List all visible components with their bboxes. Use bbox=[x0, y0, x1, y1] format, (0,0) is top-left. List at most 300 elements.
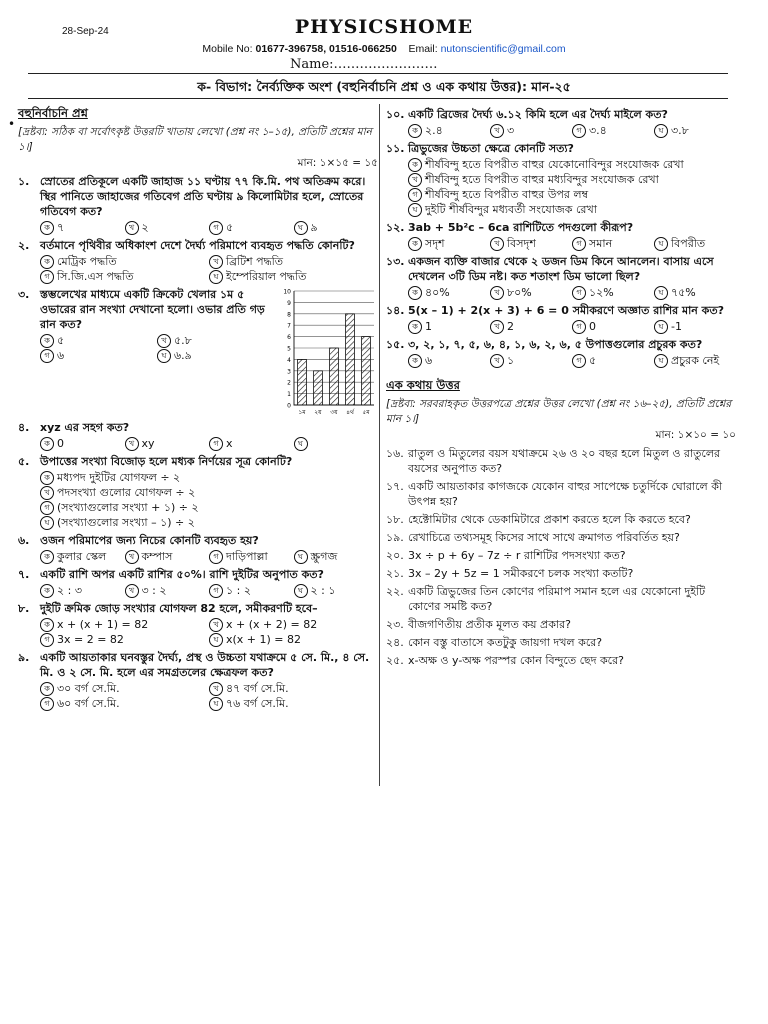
mcq-question bbox=[18, 174, 378, 219]
option-4[interactable] bbox=[209, 269, 378, 284]
section-title: ক- বিভাগ: নৈর্ব্যক্তিক অংশ (বহুনির্বাচনি প্রশ্ন ও এক কথায় উত্তর): মান-২৫ bbox=[197, 79, 571, 94]
option-4[interactable] bbox=[294, 436, 379, 451]
x-tick-label: ২য় bbox=[314, 409, 322, 416]
question-number: ২১. bbox=[386, 567, 404, 580]
option-2[interactable] bbox=[125, 549, 210, 564]
option-1[interactable] bbox=[408, 157, 736, 172]
option-label: খ bbox=[125, 550, 139, 564]
question-text: ওজন পরিমাপের জন্য নিচের কোনটি ব্যবহৃত হয়? bbox=[40, 534, 259, 547]
option-text: ৮০% bbox=[507, 286, 532, 299]
bar-over-2 bbox=[314, 371, 323, 405]
option-label: ঘ bbox=[654, 286, 668, 300]
y-tick-label: 10 bbox=[283, 288, 291, 296]
options-list bbox=[386, 285, 736, 300]
option-1[interactable] bbox=[40, 436, 125, 451]
option-2[interactable] bbox=[157, 333, 274, 348]
option-label: ক bbox=[40, 471, 54, 485]
option-text: মধ্যপদ দুইটির যোগফল ÷ ২ bbox=[57, 471, 181, 484]
option-label: ক bbox=[40, 334, 54, 348]
option-text: ১২% bbox=[589, 286, 614, 299]
short-question bbox=[386, 653, 736, 668]
option-text: xy bbox=[141, 437, 155, 450]
mcq-question bbox=[18, 454, 378, 469]
short-question bbox=[386, 584, 736, 614]
option-text: কুলার স্কেল bbox=[57, 550, 107, 563]
mcq-note-text: [দ্রষ্টব্য: সঠিক বা সর্বোৎকৃষ্ট উত্তরটি খাতায় লেখো (প্রশ্ন নং ১–১৫), প্রতিটি প্রশ্নের মান ১।] bbox=[18, 126, 372, 153]
option-3[interactable] bbox=[572, 353, 654, 368]
y-tick-label: 9 bbox=[287, 299, 291, 307]
y-tick-label: 1 bbox=[287, 391, 291, 399]
option-1[interactable] bbox=[40, 220, 125, 235]
option-text: ৬ bbox=[57, 349, 65, 362]
option-4[interactable] bbox=[294, 583, 379, 598]
option-label: ঘ bbox=[157, 349, 171, 363]
option-text: x + (x + 2) = 82 bbox=[226, 618, 318, 631]
option-text: ৬ bbox=[425, 354, 433, 367]
option-text: বিপরীত bbox=[671, 237, 706, 250]
option-text: ২ bbox=[141, 221, 149, 234]
options-list bbox=[386, 157, 736, 217]
question-number: ১৬. bbox=[386, 447, 404, 460]
header-rule-bottom bbox=[28, 98, 728, 99]
header-contact bbox=[0, 43, 768, 55]
option-text: শীর্ষবিন্দু হতে বিপরীত বাহুর যেকোনোবিন্দুর সংযোজক রেখা bbox=[425, 158, 684, 171]
mcq-question bbox=[18, 287, 378, 417]
short-question bbox=[386, 479, 736, 509]
question-text: কোন বস্তু বাতাসে কতটুকু জায়গা দখল করে? bbox=[408, 636, 603, 649]
option-label: খ bbox=[490, 286, 504, 300]
bar-over-3 bbox=[330, 348, 339, 405]
option-text: ৫ bbox=[226, 221, 234, 234]
y-tick-label: 0 bbox=[287, 402, 291, 410]
option-2[interactable] bbox=[490, 236, 572, 251]
options-list bbox=[18, 617, 378, 647]
mcq-question bbox=[386, 337, 736, 352]
short-question bbox=[386, 446, 736, 476]
option-2[interactable] bbox=[209, 254, 378, 269]
question-text: 3ab + 5b²c – 6ca রাশিটিতে পদগুলো কীরূপ? bbox=[408, 221, 634, 234]
option-3[interactable] bbox=[209, 583, 294, 598]
option-label: ঘ bbox=[209, 633, 223, 647]
question-text: বর্তমানে পৃথিবীর অধিকাংশ দেশে দৈর্ঘ্য পরিমাপে ব্যবহৃত পদ্ধতি কোনটি? bbox=[40, 239, 355, 252]
option-text: ৩ : ২ bbox=[141, 584, 167, 597]
option-label: গ bbox=[408, 188, 422, 202]
option-2[interactable] bbox=[209, 617, 378, 632]
option-3[interactable] bbox=[40, 632, 209, 647]
question-number: ২২. bbox=[386, 585, 404, 598]
y-tick-label: 6 bbox=[287, 334, 291, 342]
mcq-question bbox=[386, 141, 736, 156]
options-list bbox=[386, 319, 736, 334]
question-number: ১৮. bbox=[386, 513, 404, 526]
question-text: ৩, ২, ১, ৭, ৫, ৬, ৪, ১, ৬, ২, ৬, ৫ উপাত্তগুলোর প্রচুরক কত? bbox=[408, 338, 703, 351]
option-4[interactable] bbox=[408, 202, 736, 217]
option-2[interactable] bbox=[125, 436, 210, 451]
option-3[interactable] bbox=[572, 236, 654, 251]
question-number: ১৩. bbox=[386, 255, 405, 268]
option-text: ৩০ বর্গ সে.মি. bbox=[57, 682, 120, 695]
option-label: ঘ bbox=[654, 320, 668, 334]
option-1[interactable] bbox=[408, 285, 490, 300]
option-text: সদৃশ bbox=[425, 237, 445, 250]
question-text: স্রোতের প্রতিকূলে একটি জাহাজ ১১ ঘণ্টায় ৭৭ কি.মি. পথ অতিক্রম করে। স্থির পানিতে জাহাজের গতিবেগ প্রতি ঘণ্টায় ৯ কিলোমিটার হলে, স্রোতের গতিবেগ কত? bbox=[40, 175, 366, 218]
option-text: 1 bbox=[425, 320, 432, 333]
option-text: দুইটি শীর্ষবিন্দুর মধ্যবর্তী সংযোজক রেখা bbox=[425, 203, 597, 216]
option-text: দাড়িপাল্লা bbox=[226, 550, 268, 563]
bar-over-5 bbox=[362, 337, 371, 405]
short-question bbox=[386, 530, 736, 545]
x-tick-label: ১ম bbox=[298, 409, 306, 416]
right-column bbox=[386, 104, 736, 668]
option-4[interactable] bbox=[157, 348, 274, 363]
option-label: ক bbox=[408, 286, 422, 300]
mcq-marks: মান: ১×১৫ = ১৫ bbox=[297, 157, 378, 169]
option-label: খ bbox=[157, 334, 171, 348]
options-list bbox=[18, 549, 378, 564]
option-label: খ bbox=[490, 124, 504, 138]
option-2[interactable] bbox=[408, 172, 736, 187]
option-3[interactable] bbox=[209, 549, 294, 564]
option-label: খ bbox=[125, 221, 139, 235]
option-label: ঘ bbox=[654, 124, 668, 138]
option-text: ৩.৮ bbox=[671, 124, 689, 137]
option-1[interactable] bbox=[40, 333, 157, 348]
question-number: ১০. bbox=[386, 108, 405, 121]
question-text: হেক্টোমিটার থেকে ডেকামিটারে প্রকাশ করতে হলে কি করতে হবে? bbox=[408, 513, 691, 526]
option-label: ঘ bbox=[40, 516, 54, 530]
option-text: ২ : ১ bbox=[310, 584, 336, 597]
option-3[interactable] bbox=[408, 187, 736, 202]
option-2[interactable] bbox=[490, 285, 572, 300]
option-text: ব্রিটিশ পদ্ধতি bbox=[226, 255, 284, 268]
option-label: গ bbox=[40, 633, 54, 647]
question-number: ৯. bbox=[18, 651, 30, 664]
option-label: গ bbox=[209, 550, 223, 564]
option-4[interactable] bbox=[654, 353, 736, 368]
bar-over-1 bbox=[298, 359, 307, 405]
option-label: ক bbox=[408, 237, 422, 251]
option-text: শীর্ষবিন্দু হতে বিপরীত বাহুর উপর লম্ব bbox=[425, 188, 589, 201]
mcq-question bbox=[18, 533, 378, 548]
question-text: xyz এর সহগ কত? bbox=[40, 421, 130, 434]
option-label: ক bbox=[40, 550, 54, 564]
question-text: একটি ব্রিজের দৈর্ঘ্য ৬.১২ কিমি হলে এর দৈর্ঘ্য মাইলে কত? bbox=[408, 108, 668, 121]
question-number: ২৪. bbox=[386, 636, 404, 649]
short-question bbox=[386, 635, 736, 650]
option-3[interactable] bbox=[40, 348, 157, 363]
mcq-question bbox=[18, 567, 378, 582]
option-label: খ bbox=[40, 486, 54, 500]
bullet-mark: • bbox=[8, 117, 16, 131]
option-label: গ bbox=[209, 437, 223, 451]
question-number: ৪. bbox=[18, 421, 30, 434]
option-1[interactable] bbox=[40, 470, 378, 485]
option-label: গ bbox=[572, 286, 586, 300]
option-1[interactable] bbox=[40, 681, 209, 696]
bar-over-4 bbox=[346, 314, 355, 405]
option-4[interactable] bbox=[209, 696, 378, 711]
option-text: 0 bbox=[57, 437, 64, 450]
option-label: ক bbox=[408, 320, 422, 334]
question-number: ২৫. bbox=[386, 654, 404, 667]
option-4[interactable] bbox=[294, 549, 379, 564]
option-label: ক bbox=[40, 618, 54, 632]
option-2[interactable] bbox=[40, 485, 378, 500]
short-question bbox=[386, 512, 736, 527]
question-number: ১৫. bbox=[386, 338, 405, 351]
option-text: 2 bbox=[507, 320, 514, 333]
option-label: ক bbox=[40, 682, 54, 696]
mcq-note bbox=[18, 125, 378, 155]
short-note bbox=[386, 397, 736, 427]
mcq-question bbox=[386, 107, 736, 122]
option-label: খ bbox=[209, 618, 223, 632]
option-3[interactable] bbox=[209, 436, 294, 451]
question-text: x-অক্ষ ও y-অক্ষ পরস্পর কোন বিন্দুতে ছেদ করে? bbox=[408, 654, 624, 667]
question-number: ১২. bbox=[386, 221, 405, 234]
name-line: Name:…………………… bbox=[290, 57, 438, 72]
option-text: x + (x + 1) = 82 bbox=[57, 618, 149, 631]
option-label: ক bbox=[40, 255, 54, 269]
option-4[interactable] bbox=[294, 220, 379, 235]
question-text: 3x ÷ p + 6y – 7z ÷ r রাশিটির পদসংখ্যা কত? bbox=[408, 549, 626, 562]
x-tick-label: ৫ম bbox=[362, 409, 370, 416]
option-text: ৫ bbox=[589, 354, 597, 367]
options-list bbox=[18, 254, 378, 284]
y-tick-label: 2 bbox=[287, 379, 291, 387]
option-label: ক bbox=[40, 437, 54, 451]
option-label: ঘ bbox=[209, 697, 223, 711]
option-text: সমান bbox=[589, 237, 613, 250]
question-number: ৬. bbox=[18, 534, 30, 547]
option-3[interactable] bbox=[40, 500, 378, 515]
question-number: ২০. bbox=[386, 549, 404, 562]
options-list bbox=[18, 470, 378, 530]
question-text: উপাত্তের সংখ্যা বিজোড় হলে মধ্যক নির্ণয়ের সূত্র কোনটি? bbox=[40, 455, 293, 468]
question-text: একটি আয়তাকার কাগজকে যেকোন বাহুর সাপেক্ষে চতুর্দিকে ঘোরালে কী উৎপন্ন হয়? bbox=[408, 480, 723, 508]
option-4[interactable] bbox=[654, 236, 736, 251]
mcq-heading: বহুনির্বাচনি প্রশ্ন bbox=[18, 106, 88, 120]
option-4[interactable] bbox=[209, 632, 378, 647]
option-label: গ bbox=[40, 697, 54, 711]
options-list bbox=[18, 583, 378, 598]
option-text: মেট্রিক পদ্ধতি bbox=[57, 255, 117, 268]
option-text: 0 bbox=[589, 320, 596, 333]
chart-container bbox=[278, 287, 378, 417]
option-text: ১ : ২ bbox=[226, 584, 251, 597]
short-question bbox=[386, 617, 736, 632]
option-label: খ bbox=[125, 437, 139, 451]
y-tick-label: 8 bbox=[287, 311, 291, 319]
option-3[interactable] bbox=[209, 220, 294, 235]
option-label: ঘ bbox=[294, 550, 308, 564]
option-label: গ bbox=[209, 584, 223, 598]
option-text: 3x = 2 = 82 bbox=[57, 633, 124, 646]
option-4[interactable] bbox=[654, 285, 736, 300]
question-text: রাতুল ও মিতুলের বয়স যথাক্রমে ২৬ ও ২০ বছর হলে মিতুল ও রাতুলের বয়সের অনুপাত কত? bbox=[408, 447, 721, 475]
option-text: কম্পাস bbox=[141, 550, 173, 563]
short-question bbox=[386, 548, 736, 563]
question-text: বীজগণিতীয় প্রতীক মূলত কয় প্রকার? bbox=[408, 618, 572, 631]
option-text: ৭ bbox=[57, 221, 65, 234]
question-text: রেখাচিত্রে তথ্যসমূহ কিসের সাথে সাথে ক্রমাগত পরিবর্তিত হয়? bbox=[408, 531, 680, 544]
option-label: ঘ bbox=[294, 584, 308, 598]
question-text: দুইটি ক্রমিক জোড় সংখ্যার যোগফল 82 হলে, সমীকরণটি হবে– bbox=[40, 602, 318, 615]
option-label: ক bbox=[408, 354, 422, 368]
option-text: সি.জি.এস পদ্ধতি bbox=[57, 270, 134, 283]
option-label: গ bbox=[40, 349, 54, 363]
option-text: -1 bbox=[671, 320, 682, 333]
mcq-question bbox=[386, 220, 736, 235]
option-3[interactable] bbox=[40, 269, 209, 284]
question-text: স্তম্ভলেখের মাধ্যমে একটি ক্রিকেট খেলার ১ম ৫ ওভারের রান সংখ্যা দেখানো হলো। ওভার প্রতি গড় রান কত? bbox=[40, 288, 265, 331]
option-label: গ bbox=[572, 354, 586, 368]
option-3[interactable] bbox=[40, 696, 209, 711]
mcq-question bbox=[18, 238, 378, 253]
option-label: খ bbox=[490, 237, 504, 251]
header-date: 28-Sep-24 bbox=[62, 26, 109, 37]
options-list bbox=[18, 220, 378, 235]
option-label: ঘ bbox=[654, 237, 668, 251]
option-label: ঘ bbox=[408, 203, 422, 217]
column-divider bbox=[379, 104, 380, 786]
option-2[interactable] bbox=[125, 220, 210, 235]
option-label: গ bbox=[40, 270, 54, 284]
question-number: ২. bbox=[18, 239, 30, 252]
question-text: 5(x – 1) + 2(x + 3) + 6 = 0 সমীকরণে অজ্ঞাত রাশির মান কত? bbox=[408, 304, 725, 317]
mobile-label: Mobile No: bbox=[202, 43, 253, 55]
question-text: একজন ব্যক্তি বাজার থেকে ২ ডজন ডিম কিনে আনলেন। বাসায় এসে দেখলেন ৩টি ডিম নষ্ট। কত শতাংশ ডিম ভালো ছিল? bbox=[408, 255, 714, 283]
option-label: খ bbox=[490, 354, 504, 368]
option-text: ৯ bbox=[310, 221, 318, 234]
option-text: পদসংখ্যা গুলোর যোগফল ÷ ২ bbox=[57, 486, 196, 499]
option-text: (সংখ্যাগুলোর সংখ্যা + ১) ÷ ২ bbox=[57, 501, 199, 514]
option-label: ঘ bbox=[209, 270, 223, 284]
email-address[interactable]: nutonscientific@gmail.com bbox=[440, 43, 566, 55]
question-with-chart bbox=[40, 287, 378, 417]
options-list bbox=[386, 123, 736, 138]
option-1[interactable] bbox=[40, 254, 209, 269]
question-text: একটি রাশি অপর একটি রাশির ৫০%। রাশি দুইটির অনুপাত কত? bbox=[40, 568, 324, 581]
option-label: ক bbox=[408, 124, 422, 138]
option-text: ৩ bbox=[507, 124, 515, 137]
option-text: স্ক্রুগজ bbox=[310, 550, 338, 563]
option-2[interactable] bbox=[490, 319, 572, 334]
question-number: ১. bbox=[18, 175, 30, 188]
option-label: খ bbox=[408, 173, 422, 187]
option-label: খ bbox=[209, 682, 223, 696]
option-1[interactable] bbox=[40, 617, 209, 632]
option-1[interactable] bbox=[408, 353, 490, 368]
question-body bbox=[40, 287, 274, 417]
short-note-text: [দ্রষ্টব্য: সরবরাহকৃত উত্তরপত্রে প্রশ্নের উত্তর লেখো (প্রশ্ন নং ১৬–২৫), প্রতিটি প্রশ্নের মান ১।] bbox=[386, 398, 732, 425]
header-title: PHYSICSHOME bbox=[294, 16, 474, 38]
option-1[interactable] bbox=[40, 583, 125, 598]
option-label: খ bbox=[490, 320, 504, 334]
option-2[interactable] bbox=[490, 353, 572, 368]
question-text: একটি ত্রিভুজের তিন কোণের পরিমাপ সমান হলে এর যেকোনো দুইটি কোণের সমষ্টি কত? bbox=[408, 585, 706, 613]
header-rule-top bbox=[28, 73, 728, 74]
mcq-question bbox=[18, 420, 378, 435]
option-label: গ bbox=[40, 501, 54, 515]
option-text: ৭৫% bbox=[671, 286, 696, 299]
question-number: ১৪. bbox=[386, 304, 405, 317]
short-question bbox=[386, 566, 736, 581]
option-label: গ bbox=[572, 320, 586, 334]
question-number: ১৯. bbox=[386, 531, 404, 544]
option-text: ৬.৯ bbox=[174, 349, 192, 362]
question-number: ৩. bbox=[18, 288, 30, 301]
option-2[interactable] bbox=[209, 681, 378, 696]
question-text: একটি আয়তাকার ঘনবস্তুর দৈর্ঘ্য, প্রস্থ ও উচ্চতা যথাক্রমে ৫ সে. মি., ৪ সে. মি. ও ২ সে. মি. হলে এর সমগ্রতলের ক্ষেত্রফল কত? bbox=[40, 651, 370, 679]
y-tick-label: 3 bbox=[287, 368, 291, 376]
option-1[interactable] bbox=[40, 549, 125, 564]
option-text: ১ bbox=[507, 354, 515, 367]
short-heading: এক কথায় উত্তর bbox=[386, 378, 460, 392]
option-label: ক bbox=[408, 158, 422, 172]
question-text: 3x – 2y + 5z = 1 সমীকরণে চলক সংখ্যা কতটি? bbox=[408, 567, 634, 580]
option-1[interactable] bbox=[408, 236, 490, 251]
option-text: ইম্পেরিয়াল পদ্ধতি bbox=[226, 270, 307, 283]
option-text: ৬০ বর্গ সে.মি. bbox=[57, 697, 120, 710]
option-text: ৫ bbox=[57, 334, 65, 347]
option-2[interactable] bbox=[125, 583, 210, 598]
y-tick-label: 7 bbox=[287, 322, 291, 330]
option-3[interactable] bbox=[572, 123, 654, 138]
question-number: ২৩. bbox=[386, 618, 404, 631]
short-questions bbox=[386, 446, 736, 668]
option-text: ৪৭ বর্গ সে.মি. bbox=[226, 682, 289, 695]
question-text: ত্রিভুজের উচ্চতা ক্ষেত্রে কোনটি সত্য? bbox=[408, 142, 574, 155]
left-column bbox=[18, 104, 378, 713]
mcq-question bbox=[386, 254, 736, 284]
y-tick-label: 4 bbox=[287, 356, 291, 364]
email-label: Email: bbox=[408, 43, 438, 55]
option-1[interactable] bbox=[408, 319, 490, 334]
y-tick-label: 5 bbox=[287, 345, 291, 353]
option-label: ঘ bbox=[654, 354, 668, 368]
option-4[interactable] bbox=[654, 319, 736, 334]
x-tick-label: ৪র্থ bbox=[346, 409, 354, 416]
option-1[interactable] bbox=[408, 123, 490, 138]
options-list bbox=[386, 236, 736, 251]
option-text: ৭৬ বর্গ সে.মি. bbox=[226, 697, 289, 710]
option-text: x bbox=[226, 437, 233, 450]
x-tick-label: ৩য় bbox=[330, 409, 338, 416]
option-3[interactable] bbox=[572, 319, 654, 334]
option-3[interactable] bbox=[572, 285, 654, 300]
mcq-question bbox=[18, 650, 378, 680]
question-number: ১১. bbox=[386, 142, 405, 155]
option-text: ২ : ৩ bbox=[57, 584, 83, 597]
option-text: ২.৪ bbox=[425, 124, 443, 137]
option-2[interactable] bbox=[490, 123, 572, 138]
option-label: খ bbox=[209, 255, 223, 269]
option-label: গ bbox=[572, 237, 586, 251]
option-text: x(x + 1) = 82 bbox=[226, 633, 302, 646]
option-text: প্রচুরক নেই bbox=[671, 354, 720, 367]
options-list bbox=[18, 681, 378, 711]
question-number: ১৭. bbox=[386, 480, 404, 493]
option-text: ৪০% bbox=[425, 286, 450, 299]
option-label: ক bbox=[40, 584, 54, 598]
option-label: ক bbox=[40, 221, 54, 235]
option-4[interactable] bbox=[654, 123, 736, 138]
question-number: ৮. bbox=[18, 602, 30, 615]
option-4[interactable] bbox=[40, 515, 378, 530]
option-label: ঘ bbox=[294, 221, 308, 235]
option-text: ৫.৮ bbox=[174, 334, 192, 347]
